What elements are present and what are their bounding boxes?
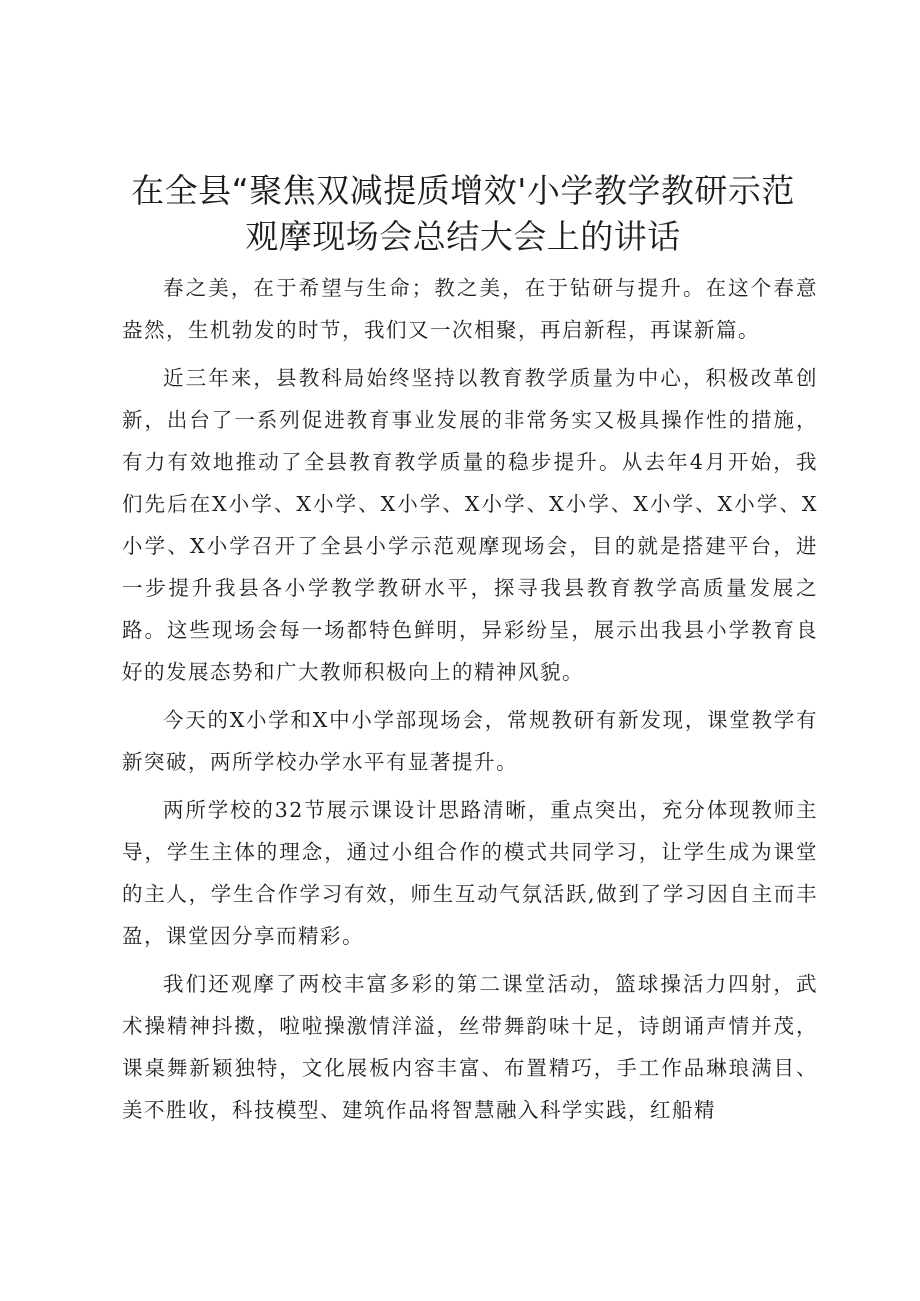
title-line-2: 观摩现场会总结大会上的讲话 — [245, 217, 681, 256]
title-line-1: 在全县“聚焦双减提质增效'小学教学教研示范 — [131, 171, 795, 210]
paragraph-4: 两所学校的32节展示课设计思路清晰，重点突出，充分体现教师主导，学生主体的理念，通过小组合作的模式共同学习，让学生成为课堂的主人，学生合作学习有效，师生互动气氛活跃,做到了学习因自主而丰盈，课堂因分享而精彩。 — [122, 798, 818, 948]
paragraph-3: 今天的X小学和X中小学部现场会，常规教研有新发现，课堂教学有新突破，两所学校办学水平有显著提升。 — [122, 708, 818, 774]
paragraph-5: 我们还观摩了两校丰富多彩的第二课堂活动，篮球操活力四射，武术操精神抖擞，啦啦操激情洋溢，丝带舞韵味十足，诗朗诵声情并茂，课桌舞新颖独特，文化展板内容丰富、布置精巧，手工作品琳琅满目、美不胜收，科技模型、建筑作品将智慧融入科学实践，红船精 — [122, 972, 818, 1122]
paragraph-1: 春之美，在于希望与生命；教之美，在于钻研与提升。在这个春意盎然，生机勃发的时节，我们又一次相聚，再启新程，再谋新篇。 — [122, 276, 818, 342]
document-body — [122, 267, 818, 1137]
document-title — [118, 168, 808, 260]
paragraph-2: 近三年来，县教科局始终坚持以教育教学质量为中心，积极改革创新，出台了一系列促进教育事业发展的非常务实又极具操作性的措施，有力有效地推动了全县教育教学质量的稳步提升。从去年4月开始，我们先后在X小学、X小学、X小学、X小学、X小学、X小学、X小学、X小学、X小学召开了全县小学示范观摩现场会，目的就是搭建平台，进一步提升我县各小学教学教研水平，探寻我县教育教学高质量发展之路。这些现场会每一场都特色鲜明，异彩纷呈，展示出我县小学教育良好的发展态势和广大教师积极向上的精神风貌。 — [122, 366, 818, 684]
